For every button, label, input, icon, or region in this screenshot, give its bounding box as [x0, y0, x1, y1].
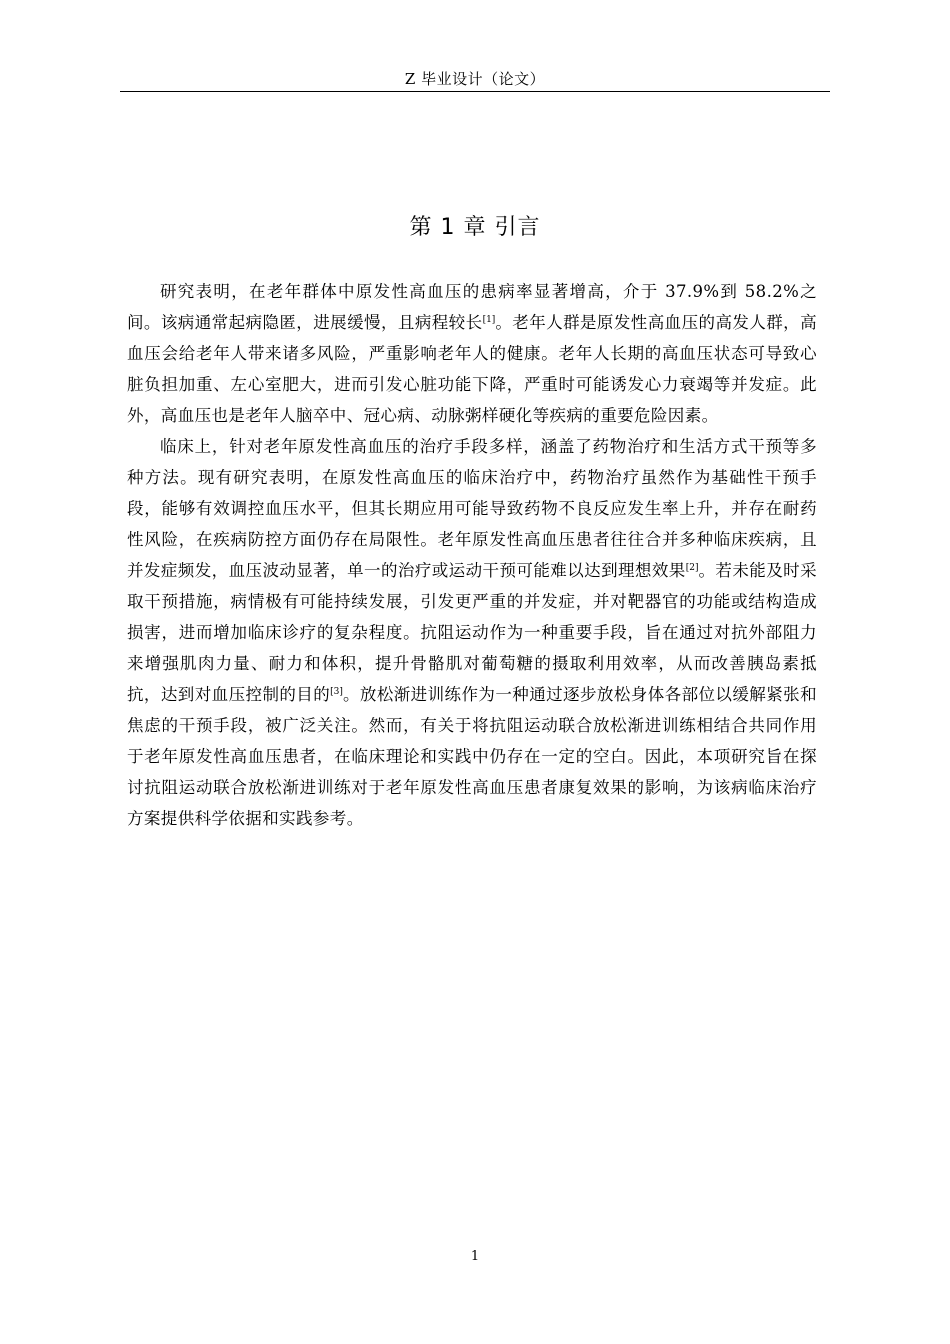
page-number: 1 [470, 1249, 480, 1264]
body-text [127, 276, 817, 834]
chapter-title: 第 1 章 引言 [409, 215, 541, 240]
paragraph-2-text-b: 。若未能及时采取干预措施，病情极有可能持续发展，引发更严重的并发症，并对靶器官的功能或结构造成损害，进而增加临床诊疗的复杂程度。抗阻运动作为一种重要手段，旨在通过对抗外部阻力来增强肌肉力量、耐力和体积，提升骨骼肌对葡萄糖的摄取利用效率，从而改善胰岛素抵抗，达到对血压控制的目的 [127, 561, 817, 704]
paragraph-1-text-a: 研究表明，在老年群体中原发性高血压的患病率显著增高，介于 37.9%到 58.2%之间。该病通常起病隐匿，进展缓慢，且病程较长 [127, 282, 817, 332]
citation-2: [2] [685, 563, 699, 573]
citation-3: [3] [330, 687, 343, 697]
paragraph-2-text-c: 。放松渐进训练作为一种通过逐步放松身体各部位以缓解紧张和焦虑的干预手段，被广泛关注。然而，有关于将抗阻运动联合放松渐进训练相结合共同作用于老年原发性高血压患者，在临床理论和实践中仍存在一定的空白。因此，本项研究旨在探讨抗阻运动联合放松渐进训练对于老年原发性高血压患者康复效果的影响，为该病临床治疗方案提供科学依据和实践参考。 [127, 685, 817, 828]
paragraph-1 [127, 276, 817, 431]
paragraph-2-text-a: 临床上，针对老年原发性高血压的治疗手段多样，涵盖了药物治疗和生活方式干预等多种方法。现有研究表明，在原发性高血压的临床治疗中，药物治疗虽然作为基础性干预手段，能够有效调控血压水平，但其长期应用可能导致药物不良反应发生率上升，并存在耐药性风险，在疾病防控方面仍存在局限性。老年原发性高血压患者往往合并多种临床疾病，且并发症频发，血压波动显著，单一的治疗或运动干预可能难以达到理想效果 [127, 437, 817, 580]
paragraph-1-text-b: 。老年人群是原发性高血压的高发人群，高血压会给老年人带来诸多风险，严重影响老年人的健康。老年人长期的高血压状态可导致心脏负担加重、左心室肥大，进而引发心脏功能下降，严重时可能诱发心力衰竭等并发症。此外，高血压也是老年人脑卒中、冠心病、动脉粥样硬化等疾病的重要危险因素。 [127, 313, 817, 425]
running-header-title: Z 毕业设计（论文） [404, 70, 546, 88]
paragraph-2 [127, 431, 817, 834]
citation-1: [1] [482, 315, 496, 325]
header-divider [120, 91, 830, 92]
